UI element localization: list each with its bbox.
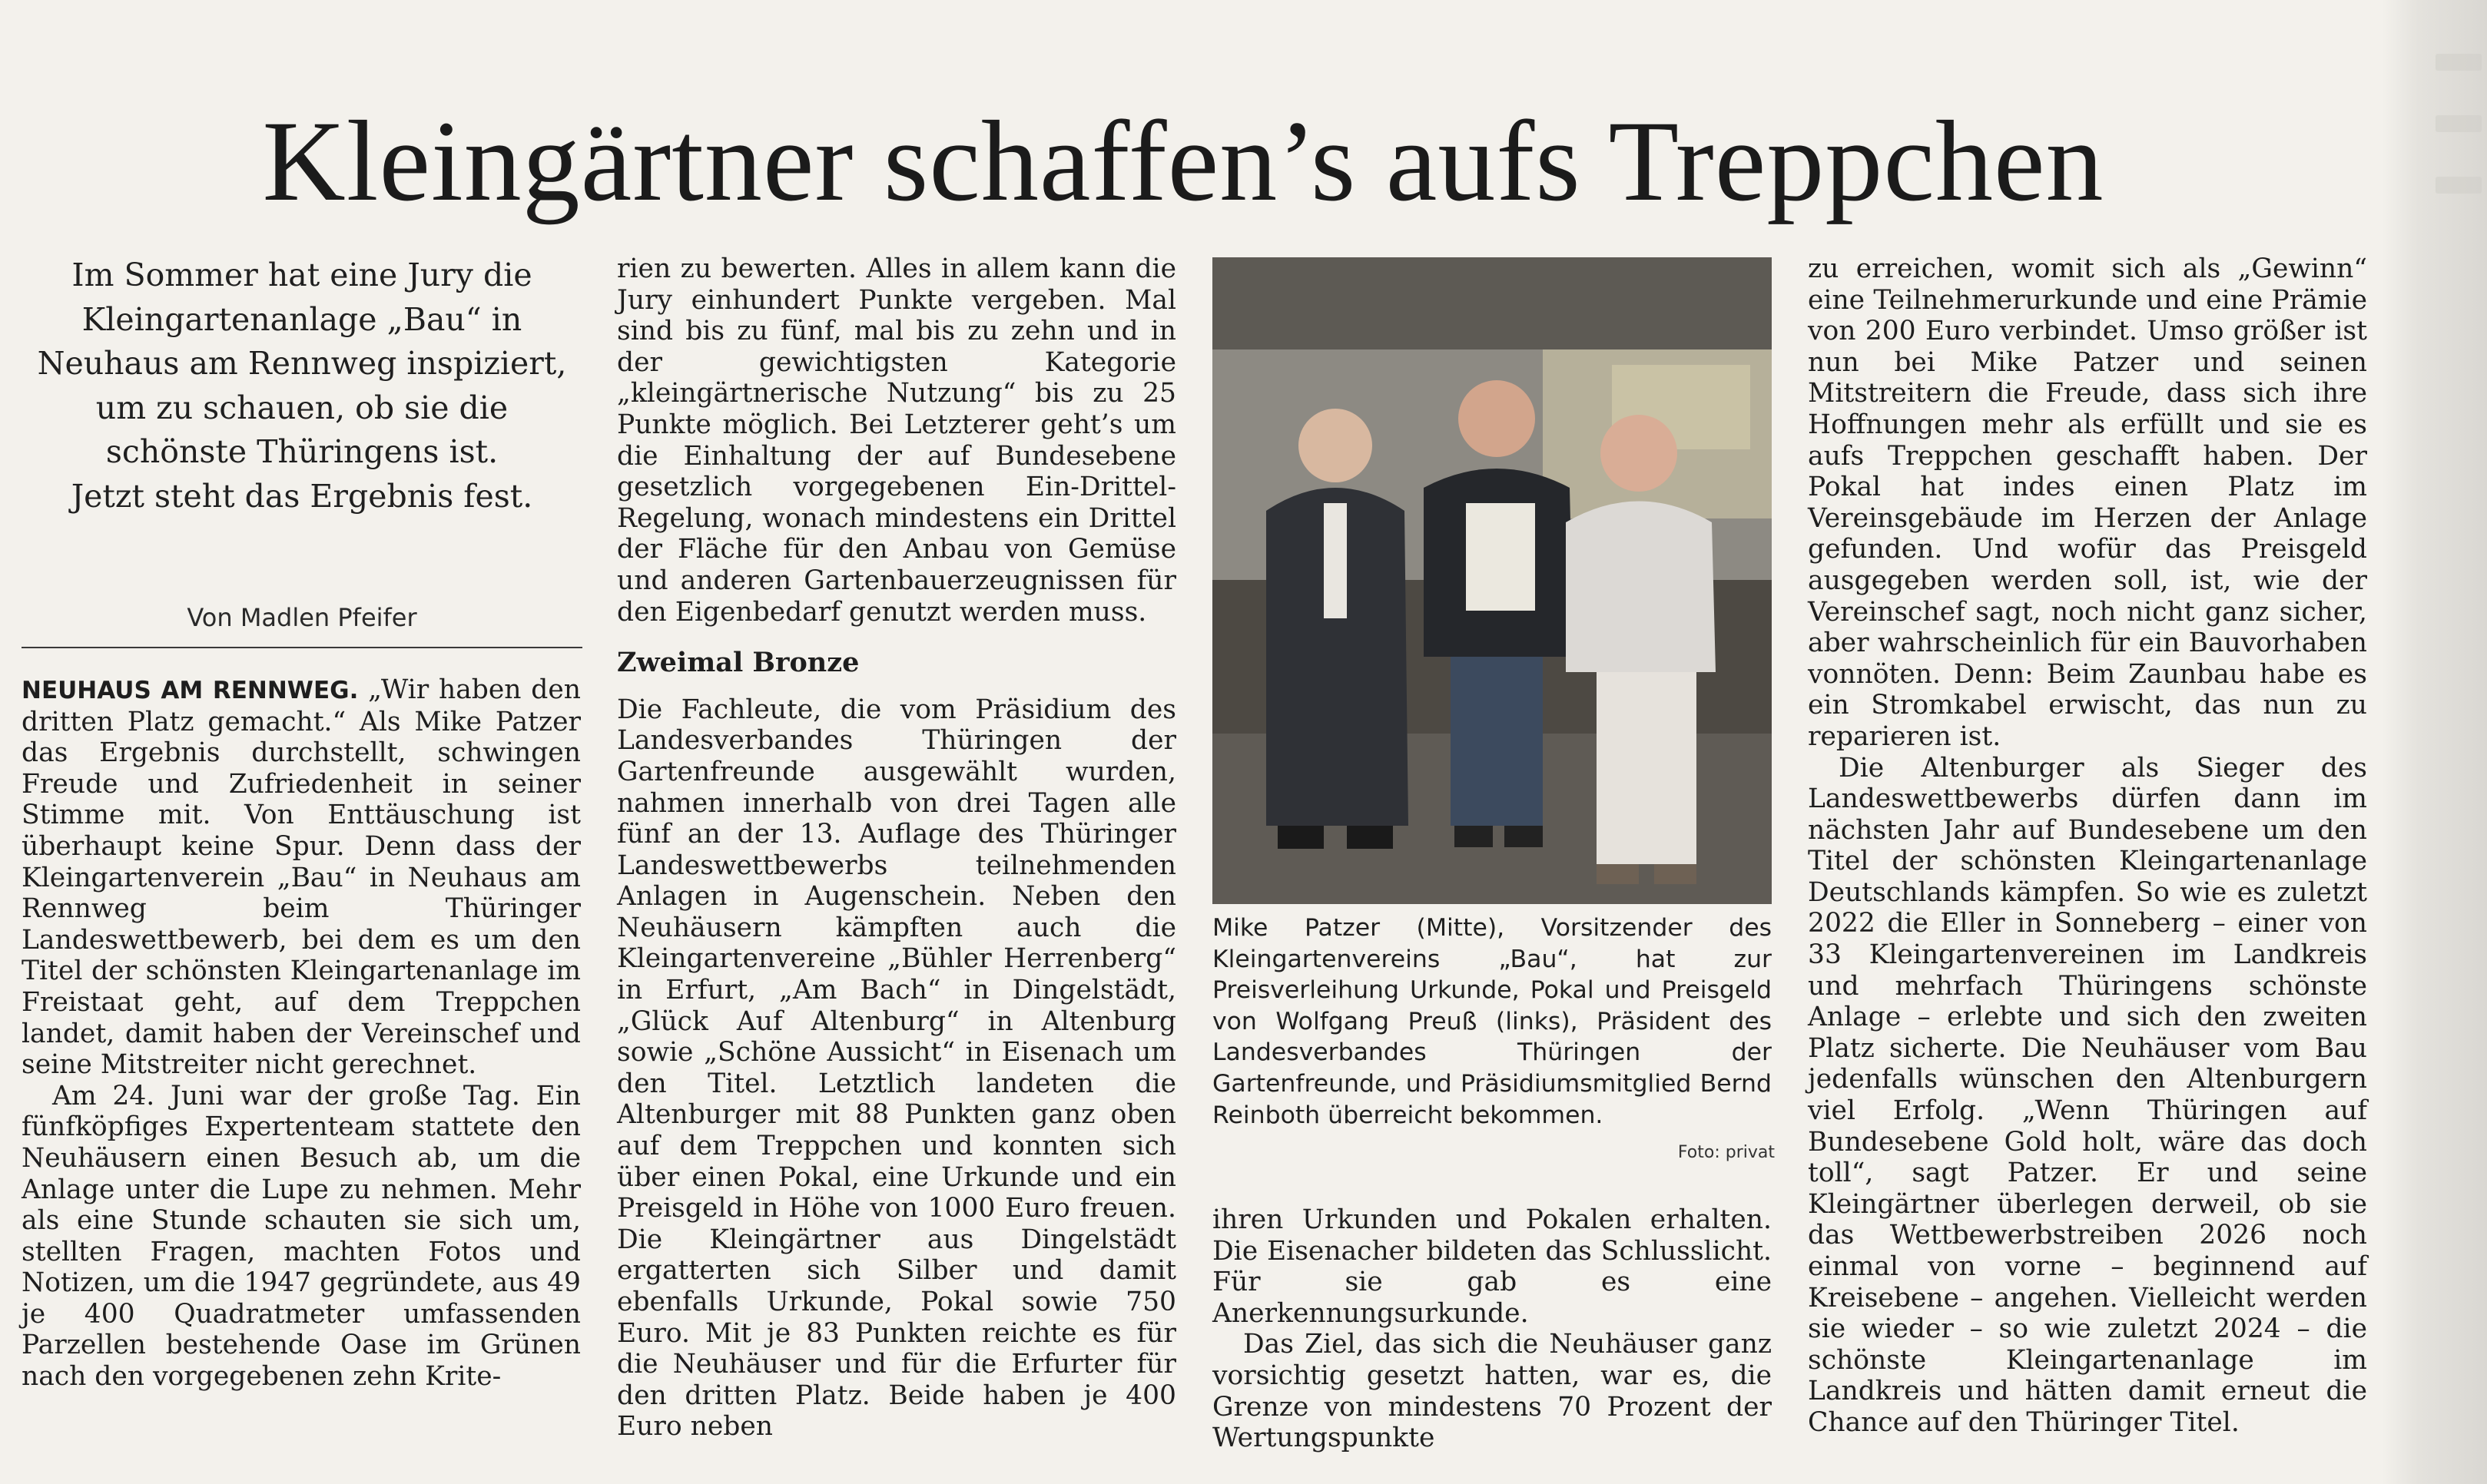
bleed-through-mark: [2436, 115, 2482, 132]
paragraph: zu erreichen, womit sich als „Gewinn“ eine Teilnehmerurkunde und eine Prämie von 200 Euro verbindet. Umso größer ist nun bei Mike Patzer und seinen Mitstreitern die Freude, dass sich ihre Hoffnungen mehr als erfüllt und sie es aufs Treppchen geschafft haben. Der Pokal hat indes einen Platz im Vereinsgebäude im Herzen der Anlage gefunden. Und wofür das Preisgeld ausgegeben werden soll, ist, wie der Vereinschef sagt, noch nicht ganz sicher, aber wahrscheinlich für ein Bauvorhaben vonnöten. Denn: Beim Zaunbau habe es ein Stromkabel erwischt, das nun zu reparieren ist.: [1808, 253, 2367, 752]
byline-rule: [22, 647, 582, 648]
page-edge-shadow: [2382, 0, 2487, 1484]
teaser-line: Neuhaus am Rennweg inspiziert,: [37, 345, 567, 382]
paragraph: Die Fachleute, die vom Präsidium des Landesverbandes Thüringen der Gartenfreunde ausgewählt wurden, nahmen innerhalb von drei Tagen alle fünf an der 13. Auflage des Thüringer Landeswettbewerbs teilnehmenden Anlagen in Augenschein. Neben den Neuhäusern kämpften auch die Kleingartenvereine „Bühler Herrenberg“ in Erfurt, „Am Bach“ in Dingelstädt, „Glück Auf Altenburg“ in Altenburg sowie „Schöne Aussicht“ in Eisenach um den Titel. Letztlich landeten die Altenburger mit 88 Punkten ganz oben auf dem Treppchen und konnten sich über einen Pokal, eine Urkunde und ein Preisgeld in Höhe von 1000 Euro freuen. Die Kleingärtner aus Dingelstädt ergatterten sich Silber und damit ebenfalls Urkunde, Pokal sowie 750 Euro. Mit je 83 Punkten reichte es für die Neuhäuser und für die Erfurter für den dritten Platz. Beide haben je 400 Euro neben: [617, 694, 1176, 1443]
teaser-line: um zu schauen, ob sie die: [95, 389, 509, 426]
teaser-line: Jetzt steht das Ergebnis fest.: [71, 477, 533, 515]
paragraph: Das Ziel, das sich die Neuhäuser ganz vorsichtig gesetzt hatten, war es, die Grenze von mindestens 70 Prozent der Wertungspunkte: [1212, 1329, 1772, 1454]
teaser-line: schönste Thüringens ist.: [105, 433, 499, 470]
award-photo: [1212, 257, 1772, 904]
article-column-1: [22, 674, 581, 1393]
caption-text: Mike Patzer (Mitte), Vorsitzender des Kleingartenvereins „Bau“, hat zur Preisverleihung Urkunde, Pokal und Preisgeld von Wolfgang Preuß (links), Präsident des Landesverbandes Thüringen der Gartenfreunde, und Präsidiumsmitglied Bernd Reinboth überreicht bekommen.: [1212, 914, 1772, 1129]
award-photo-illustration: [1212, 257, 1772, 904]
paragraph-text: „Wir haben den dritten Platz gemacht.“ Als Mike Patzer das Ergebnis durchstellt, schwingen Freude und Zufriedenheit in seiner Stimme mit. Von Enttäuschung ist überhaupt keine Spur. Denn dass der Kleingartenverein „Bau“ in Neuhaus am Rennweg beim Thüringer Landeswettbewerb, bei dem es um den Titel der schönsten Kleingartenanlage im Freistaat geht, auf dem Treppchen landet, damit haben der Vereinschef und seine Mitstreiter nicht gerechnet.: [22, 674, 582, 1081]
photo-caption: [1212, 913, 1772, 1131]
teaser-line: Im Sommer hat eine Jury die: [71, 257, 532, 293]
paragraph: Am 24. Juni war der große Tag. Ein fünfköpfiges Expertenteam stattete den Neuhäusern einen Besuch ab, um die Anlage unter die Lupe zu nehmen. Mehr als eine Stunde schauten sie sich um, stellten Fragen, machten Fotos und Notizen, um die 1947 gegründete, aus 49 je 400 Quadratmeter umfassenden Parzellen bestehende Oase im Grünen nach den vorgegebenen zehn Krite-: [22, 1080, 581, 1393]
subheading: Zweimal Bronze: [617, 647, 860, 679]
teaser-line: Kleingartenanlage „Bau“ in: [81, 300, 522, 338]
paragraph: ihren Urkunden und Pokalen erhalten. Die Eisenacher bildeten das Schlusslicht. Für sie gab es eine Anerkennungsurkunde.: [1212, 1204, 1772, 1329]
dateline: NEUHAUS AM RENNWEG.: [22, 677, 359, 704]
paragraph: [22, 674, 581, 1081]
paragraph: Die Altenburger als Sieger des Landeswettbewerbs dürfen dann im nächsten Jahr auf Bundesebene um den Titel der schönsten Kleingartenanlage Deutschlands kämpfen. So wie es zuletzt 2022 die Eller in Sonneberg – einer von 33 Kleingartenvereinen im Landkreis und mehrfach Thüringens schönste Anlage – erlebte und sich den zweiten Platz sicherte. Die Neuhäuser vom Bau jedenfalls wünschen den Altenburgern viel Erfolg. „Wenn Thüringen auf Bundesebene Gold holt, wäre das doch toll“, sagt Patzer. Er und seine Kleingärtner überlegen derweil, ob sie das Wettbewerbstreiben 2026 noch einmal von vorne – beginnend auf Kreisebene – angehen. Vielleicht werden sie wieder – so wie zuletzt 2024 – die schönste Kleingartenanlage im Landkreis und hätten damit erneut die Chance auf den Thüringer Titel.: [1808, 752, 2367, 1438]
teaser: [22, 253, 582, 518]
bleed-through-mark: [2436, 54, 2482, 71]
photo-credit: Foto: privat: [1677, 1143, 1775, 1162]
paragraph: rien zu bewerten. Alles in allem kann die Jury einhundert Punkte vergeben. Mal sind bis zu fünf, mal bis zu zehn und in der gewichtigsten Kategorie „kleingärtnerische Nutzung“ bis zu 25 Punkte möglich. Bei Letzterer geht’s um die Einhaltung der auf Bundesebene gesetzlich vorgegebenen Ein-Drittel-Regelung, wonach mindestens ein Drittel der Fläche für den Anbau von Gemüse und anderen Gartenbauerzeugnissen für den Eigenbedarf genutzt werden muss.: [617, 253, 1176, 628]
byline: Von Madlen Pfeifer: [187, 603, 417, 632]
bleed-through-mark: [2436, 177, 2482, 194]
article-column-3: [1212, 1204, 1772, 1454]
headline: Kleingärtner schaffen’s aufs Treppchen: [262, 98, 2104, 225]
article-column-2: [617, 253, 1176, 1443]
article-column-4: [1808, 253, 2367, 1439]
